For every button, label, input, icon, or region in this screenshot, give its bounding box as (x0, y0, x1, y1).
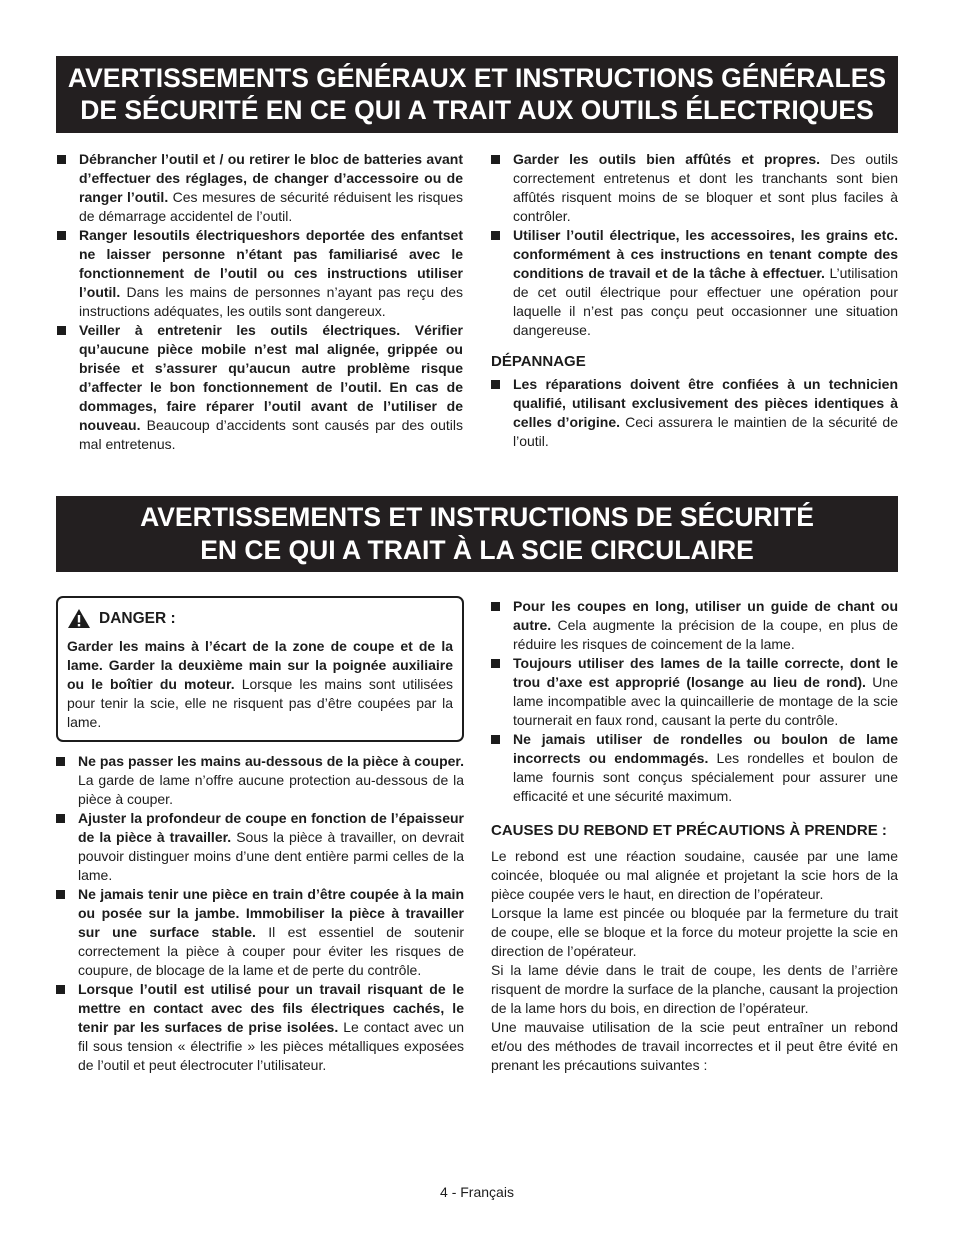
banner-title-line-1: AVERTISSEMENTS ET INSTRUCTIONS DE SÉCURITÉ (140, 502, 814, 532)
warning-triangle-icon (67, 608, 91, 629)
danger-box (56, 596, 464, 742)
bullet-item (56, 980, 464, 1075)
danger-text (67, 637, 453, 732)
bullet-square-icon (491, 155, 500, 164)
bullet-square-icon (491, 659, 500, 668)
item-bold-text: Ne jamais utiliser de rondelles ou boulon de lame incorrects ou endommagés. (513, 731, 898, 766)
bullet-square-icon (491, 380, 500, 389)
bullet-square-icon (56, 814, 65, 823)
section1-left-column (57, 150, 463, 454)
section1-right-column (491, 150, 898, 451)
item-text: Une lame incompatible avec la quincaillerie de montage de la scie tournerait en faux rond, causant la perte du contrôle. (513, 674, 898, 728)
bullet-square-icon (491, 735, 500, 744)
rebond-heading: CAUSES DU REBOND ET PRÉCAUTIONS À PRENDRE : (491, 822, 887, 839)
rebond-paragraph: Lorsque la lame est pincée ou bloquée par la fermeture du trait de coupe, elle se bloque et la force du moteur projette la scie en direction de l’opérateur. (491, 905, 898, 959)
bullet-item (56, 885, 464, 980)
item-text: Ces mesures de sécurité réduisent les risques de démarrage accidentel de l’outil. (79, 189, 463, 224)
danger-header (67, 608, 453, 629)
item-bold-text: Veiller à entretenir les outils électriques. Vérifier qu’aucune pièce mobile n’est mal alignée, grippée ou brisée et s’assurer qu’aucun autre problème risque d’affecter le bon fonctionnement de l’outil. En cas de dommages, faire réparer l’outil avant de l’utiliser de nouveau. (79, 322, 463, 433)
bullet-item (491, 654, 898, 730)
banner-title-line-2: DE SÉCURITÉ EN CE QUI A TRAIT AUX OUTILS ÉLECTRIQUES (80, 95, 874, 125)
item-bold-text: Ne jamais tenir une pièce en train d’être coupée à la main ou posée sur la jambe. Immobiliser la pièce à travailler sur une surface stable. (78, 886, 464, 940)
item-text: Beaucoup d’accidents sont causés par des outils mal entretenus. (79, 417, 463, 452)
item-text: Cela augmente la précision de la coupe, en plus de réduire les risques de coincement de la lame. (513, 617, 898, 652)
item-bold-text: Pour les coupes en long, utiliser un guide de chant ou autre. (513, 598, 898, 633)
banner-title-line-1: AVERTISSEMENTS GÉNÉRAUX ET INSTRUCTIONS GÉNÉRALES (67, 63, 887, 93)
item-text: Ceci assurera le maintien de la sécurité de l’outil. (513, 414, 898, 449)
bullet-item (56, 809, 464, 885)
bullet-square-icon (57, 155, 66, 164)
bullet-item (491, 730, 898, 806)
item-text: Les rondelles et boulon de lame fournis sont conçus spécialement pour assurer une efficacité et une sécurité maximum. (513, 750, 899, 804)
danger-label: DANGER : (99, 610, 176, 627)
item-text: Il est essentiel de soutenir correctement la pièce à couper pour éviter les risques de coupure, de blocage de la lame et de perte du contrôle. (78, 924, 464, 978)
bullet-square-icon (56, 757, 65, 766)
item-text: L’utilisation de cet outil électrique pour effectuer une opération pour laquelle il n’est pas conçu peut occasionner une situation dangereuse. (513, 265, 898, 338)
rebond-paragraph: Si la lame dévie dans le trait de coupe, les dents de l’arrière risquent de mordre la surface de la planche, causant la projection de la lame hors du bois, en direction de l’opérateur. (491, 962, 898, 1016)
banner-title-line-2: EN CE QUI A TRAIT À LA SCIE CIRCULAIRE (200, 535, 754, 565)
bullet-square-icon (56, 985, 65, 994)
item-bold-text: Utiliser l’outil électrique, les accessoires, les grains etc. conformément à ces instructions en tenant compte des conditions de travail et de la tâche à effectuer. (513, 227, 898, 281)
bullet-item (491, 150, 898, 226)
section2-right-column (491, 597, 898, 1075)
danger-plain-text: Lorsque les mains sont utilisées pour tenir la scie, elle ne risquent pas d’être coupées par la lame. (67, 676, 453, 730)
bullet-item (57, 226, 463, 321)
section2-left-column (56, 596, 464, 1075)
bullet-item (57, 321, 463, 454)
depannage-heading: DÉPANNAGE (491, 353, 586, 370)
rebond-paragraph: Le rebond est une réaction soudaine, causée par une lame coincée, bloquée ou mal alignée et projetant la scie hors de la pièce coupée vers le haut, en direction de l’opérateur. (491, 848, 898, 902)
item-bold-text: Ne pas passer les mains au-dessous de la pièce à couper. (78, 753, 464, 769)
item-text: Sous la pièce à travailler, on devrait pouvoir distinguer moins d’une dent entière parmi celles de la lame. (78, 829, 464, 883)
section-banner-general (56, 56, 898, 133)
bullet-item (56, 752, 464, 809)
item-bold-text: Garder les outils bien affûtés et propres. (513, 151, 821, 167)
item-bold-text: Lorsque l’outil est utilisé pour un travail risquant de le mettre en contact avec des fils électriques cachés, le tenir par les surfaces de prise isolées. (78, 981, 464, 1035)
bullet-square-icon (57, 326, 66, 335)
item-bold-text: Les réparations doivent être confiées à un technicien qualifié, utilisant exclusivement des pièces identiques à celles d’origine. (513, 376, 898, 430)
item-text: Des outils correctement entretenus et dont les tranchants sont bien affûtés risquent moins de se bloquer et sont plus faciles à contrôler. (513, 151, 899, 224)
item-text: La garde de lame n’offre aucune protection au-dessous de la pièce à couper. (78, 772, 464, 807)
page-footer: 4 - Français (440, 1184, 514, 1200)
bullet-item (57, 150, 463, 226)
danger-bold-text: Garder les mains à l’écart de la zone de coupe et de la lame. Garder la deuxième main sur la poignée auxiliaire ou le boîtier du moteur. (67, 638, 453, 692)
item-bold-text: Débrancher l’outil et / ou retirer le bloc de batteries avant d’effectuer des réglages, de changer d’accessoire ou de ranger l’outil. (79, 151, 463, 205)
rebond-paragraph: Une mauvaise utilisation de la scie peut entraîner un rebond et/ou des méthodes de travail incorrectes et il peut être évité en prenant les précautions suivantes : (491, 1019, 898, 1073)
section-banner-circular-saw (56, 496, 898, 572)
bullet-item (491, 375, 898, 451)
item-bold-text: Ranger lesoutils électriqueshors deportée des enfantset ne laisser personne n’étant pas familiarisé avec le fonctionnement de l’outil ou ces instructions utiliser l’outil. (79, 227, 463, 300)
item-bold-text: Toujours utiliser des lames de la taille correcte, dont le trou d’axe est approprié (losange au lieu de rond). (513, 655, 898, 690)
item-bold-text: Ajuster la profondeur de coupe en fonction de l’épaisseur de la pièce à travailler. (78, 810, 464, 845)
bullet-square-icon (491, 602, 500, 611)
bullet-item (491, 597, 898, 654)
item-text: Le contact avec un fil sous tension « électrifie » les pièces métalliques exposées de l’outil et peut électrocuter l’utilisateur. (78, 1019, 464, 1073)
bullet-square-icon (57, 231, 66, 240)
bullet-square-icon (56, 890, 65, 899)
bullet-item (491, 226, 898, 340)
bullet-square-icon (491, 231, 500, 240)
item-text: Dans les mains de personnes n’ayant pas reçu des instructions adéquates, les outils sont dangereux. (79, 284, 463, 319)
